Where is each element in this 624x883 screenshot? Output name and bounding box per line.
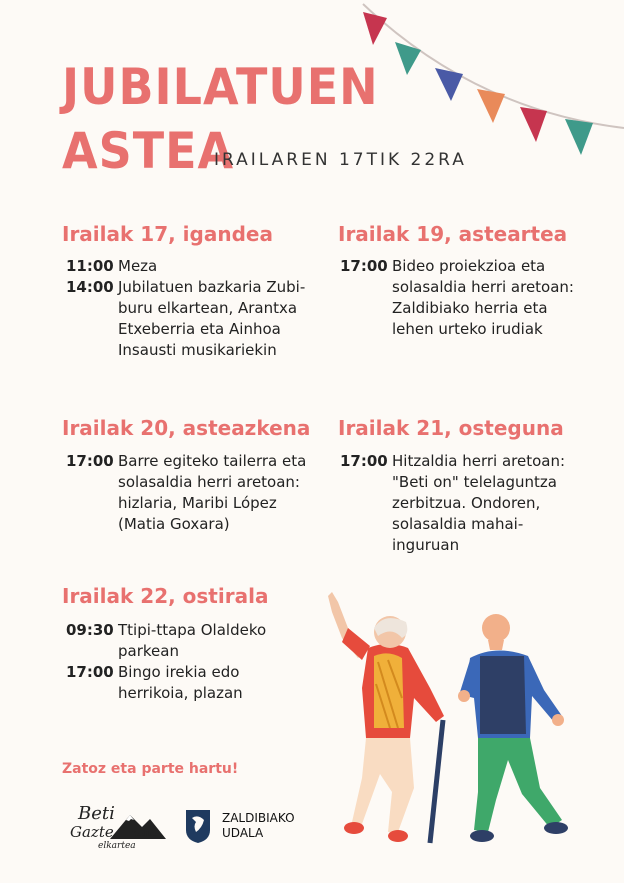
event-description: [118, 620, 266, 662]
event-line: parkean: [118, 642, 179, 660]
event-line: (Matia Goxara): [118, 515, 230, 533]
event-line: Bingo irekia edo: [118, 663, 240, 681]
event-row: [66, 256, 326, 277]
event-row: [66, 277, 326, 361]
event-row: [66, 662, 316, 704]
day-events-17: [66, 256, 326, 361]
event-line: Meza: [118, 257, 158, 275]
event-description: [118, 662, 243, 704]
bunting-decoration: [355, 0, 624, 165]
call-to-action: Zatoz eta parte hartu!: [62, 761, 239, 777]
day-heading-21: Irailak 21, osteguna: [338, 416, 564, 440]
bunting-flag: [477, 89, 505, 123]
event-line: inguruan: [392, 536, 460, 554]
event-line: Barre egiteko tailerra eta: [118, 452, 307, 470]
day-events-20: [66, 451, 326, 535]
day-events-22: [66, 620, 316, 704]
day-events-19: [340, 256, 610, 340]
event-row: [66, 451, 326, 535]
woman-figure: [328, 592, 444, 843]
event-line: solasaldia herri aretoan:: [118, 473, 300, 491]
event-time: 17:00: [66, 663, 114, 681]
page-title-line1: JUBILATUEN: [62, 57, 379, 116]
bunting-flag: [363, 12, 387, 45]
bunting-flag: [435, 68, 463, 101]
day-heading-17: Irailak 17, igandea: [62, 222, 273, 246]
event-line: solasaldia mahai-: [392, 515, 524, 533]
day-heading-19: Irailak 19, asteartea: [338, 222, 568, 246]
date-range-subtitle: IRAILAREN 17TIK 22RA: [214, 150, 467, 170]
udala-line2: UDALA: [222, 826, 264, 840]
event-line: buru elkartean, Arantxa: [118, 299, 298, 317]
day-events-21: [340, 451, 610, 556]
beti-word: Beti: [78, 803, 115, 824]
bunting-flag: [520, 107, 547, 142]
event-line: lehen urteko irudiak: [392, 320, 543, 338]
event-line: solasaldia herri aretoan:: [392, 278, 574, 296]
event-description: [118, 277, 305, 361]
event-line: Etxeberria eta Ainhoa: [118, 320, 281, 338]
day-heading-22: Irailak 22, ostirala: [62, 584, 269, 608]
dancing-seniors-illustration: [318, 588, 588, 858]
man-figure: [458, 614, 568, 842]
event-line: Jubilatuen bazkaria Zubi-: [118, 278, 306, 296]
event-line: herrikoia, plazan: [118, 684, 243, 702]
event-row: [340, 256, 610, 340]
municipal-shield-icon: [184, 808, 212, 844]
event-line: zerbitzua. Ondoren,: [392, 494, 541, 512]
event-description: [392, 256, 574, 340]
event-time: 17:00: [340, 452, 388, 470]
event-line: Insausti musikariekin: [118, 341, 277, 359]
udala-line1: ZALDIBIAKO: [222, 811, 295, 825]
event-time: 17:00: [340, 257, 388, 275]
event-time: 09:30: [66, 621, 114, 639]
event-row: [66, 620, 316, 662]
event-line: Bideo proiekzioa eta: [392, 257, 546, 275]
bunting-flag: [395, 42, 421, 75]
event-time: 14:00: [66, 278, 114, 296]
event-line: Zaldibiako herria eta: [392, 299, 548, 317]
page-title-line2: ASTEA: [62, 121, 235, 180]
bunting-flag: [565, 119, 593, 155]
day-heading-20: Irailak 20, asteazkena: [62, 416, 311, 440]
beti-gazte-logo: [70, 803, 170, 855]
zaldibia-word: Zaldibia: [132, 831, 157, 838]
event-description: [392, 451, 565, 556]
event-description: [118, 256, 157, 277]
gazte-word: Gazte: [70, 823, 114, 841]
event-time: 17:00: [66, 452, 114, 470]
event-time: 11:00: [66, 257, 114, 275]
event-line: Ttipi-ttapa Olaldeko: [118, 621, 267, 639]
event-line: hizlaria, Maribi López: [118, 494, 277, 512]
event-description: [118, 451, 306, 535]
elkartea-word: elkartea: [98, 841, 136, 851]
event-line: Hitzaldia herri aretoan:: [392, 452, 566, 470]
event-line: "Beti on" telelaguntza: [392, 473, 557, 491]
event-row: [340, 451, 610, 556]
zaldibiako-udala-logo: [184, 808, 295, 844]
